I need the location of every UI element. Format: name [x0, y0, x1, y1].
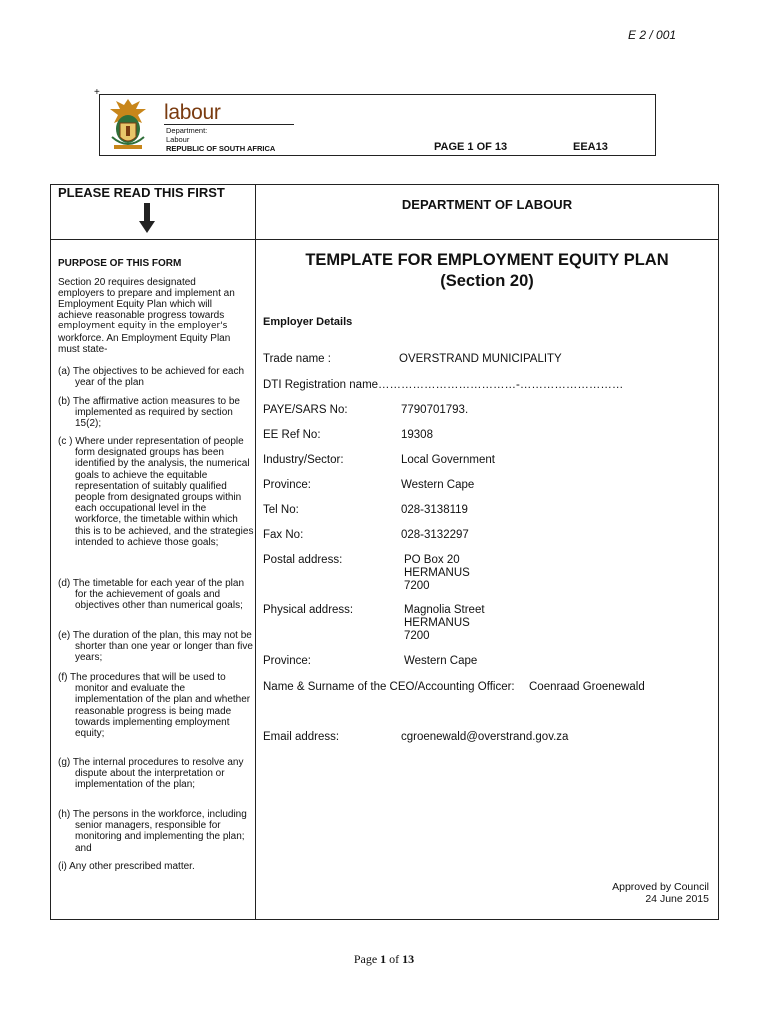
postal-address-line: HERMANUS — [404, 567, 470, 579]
footer-page-total: 13 — [402, 952, 415, 966]
footer-of-word: of — [389, 952, 400, 966]
logo-dept-label: Department: — [166, 126, 208, 135]
approval-date: 24 June 2015 — [645, 893, 709, 905]
header-page-label: PAGE 1 OF 13 — [434, 141, 508, 153]
template-title: TEMPLATE FOR EMPLOYMENT EQUITY PLAN — [305, 251, 669, 269]
province-label: Province: — [263, 479, 311, 491]
paye-value: 7790701793. — [401, 404, 469, 416]
read-first-heading: PLEASE READ THIS FIRST — [58, 185, 225, 200]
logo-country: REPUBLIC OF SOUTH AFRICA — [166, 144, 276, 153]
tel-value: 028-3138119 — [401, 504, 468, 516]
trade-name-value: OVERSTRAND MUNICIPALITY — [399, 353, 562, 365]
province-value-2: Western Cape — [404, 655, 478, 667]
footer-page-number: 1 — [380, 952, 387, 966]
list-item: (i) Any other prescribed matter. — [58, 861, 195, 872]
margin-mark: + — [94, 87, 100, 98]
list-item: (g) The internal procedures to resolve any dispute about the interpretation or implementation of the plan; — [58, 757, 244, 791]
list-item: (c ) Where under representation of people form designated groups has been identified by the analysis, the numerical goals to achieve the equitable representation of suitably qualified people from designated groups within each occupational level in the workforce, the timetable within which this is to be achieved, and the strategies intended to achieve those goals; — [58, 436, 254, 548]
department-title: DEPARTMENT OF LABOUR — [401, 197, 573, 212]
logo-wordmark: labour — [164, 101, 221, 124]
list-item: (d) The timetable for each year of the plan for the achievement of goals and objectives other than numerical goals; — [58, 578, 245, 612]
email-value: cgroenewald@overstrand.gov.za — [401, 731, 569, 743]
ee-ref-value: 19308 — [401, 429, 433, 441]
postal-address-line: PO Box 20 — [404, 554, 460, 566]
footer-page-word: Page — [353, 952, 378, 966]
province-value: Western Cape — [401, 479, 475, 491]
coat-of-arms-icon — [106, 97, 150, 151]
logo-dept-name: Labour — [166, 135, 190, 144]
template-subtitle: (Section 20) — [440, 272, 534, 290]
document-reference: E 2 / 001 — [628, 28, 677, 42]
list-item: (b) The affirmative action measures to be implemented as required by section 15(2); — [58, 396, 240, 430]
fax-value: 028-3132297 — [401, 529, 469, 541]
approval-line: Approved by Council — [612, 881, 709, 893]
physical-address-line: HERMANUS — [404, 617, 470, 629]
tel-label: Tel No: — [263, 504, 299, 516]
list-item: (f) The procedures that will be used to monitor and evaluate the implementation of the plan and whether reasonable progress is being made towards implementing employment equity; — [58, 672, 251, 740]
logo-rule — [164, 124, 294, 125]
ceo-label: Name & Surname of the CEO/Accounting Officer: — [263, 681, 515, 693]
purpose-heading: PURPOSE OF THIS FORM — [58, 258, 182, 269]
intro-line: Employment Equity Plan which will — [58, 299, 212, 310]
ceo-value: Coenraad Groenewald — [529, 681, 645, 693]
down-arrow-icon — [139, 203, 155, 233]
ee-ref-label: EE Ref No: — [263, 429, 321, 441]
intro-line: employers to prepare and implement an — [58, 288, 235, 299]
intro-line: achieve reasonable progress towards — [58, 310, 225, 321]
row-divider — [50, 239, 719, 240]
form-code: EEA13 — [573, 141, 608, 153]
physical-address-line: 7200 — [404, 630, 430, 642]
list-item: (a) The objectives to be achieved for each year of the plan — [58, 366, 245, 389]
physical-address-line: Magnolia Street — [404, 604, 485, 616]
intro-line: Section 20 requires designated — [58, 277, 196, 288]
email-label: Email address: — [263, 731, 340, 743]
page-footer — [0, 952, 768, 967]
trade-name-label: Trade name : — [263, 353, 331, 365]
employer-details-heading: Employer Details — [263, 316, 353, 328]
list-item: (h) The persons in the workforce, including senior managers, responsible for monitoring and implementing the plan; and — [58, 809, 247, 854]
approval-note — [560, 881, 709, 905]
province-label-2: Province: — [263, 655, 311, 667]
intro-line: must state- — [58, 344, 108, 355]
physical-address-label: Physical address: — [263, 604, 354, 616]
industry-value: Local Government — [401, 454, 495, 466]
dti-registration-label: DTI Registration name………………………………-……………………… — [263, 379, 624, 391]
paye-label: PAYE/SARS No: — [263, 404, 348, 416]
list-item: (e) The duration of the plan, this may not be shorter than one year or longer than five years; — [58, 630, 253, 664]
postal-address-label: Postal address: — [263, 554, 343, 566]
intro-line: employment equity in the employer's — [58, 321, 228, 331]
postal-address-line: 7200 — [404, 580, 430, 592]
intro-line: workforce. An Employment Equity Plan — [58, 333, 231, 344]
fax-label: Fax No: — [263, 529, 304, 541]
column-divider — [255, 184, 256, 920]
industry-label: Industry/Sector: — [263, 454, 344, 466]
